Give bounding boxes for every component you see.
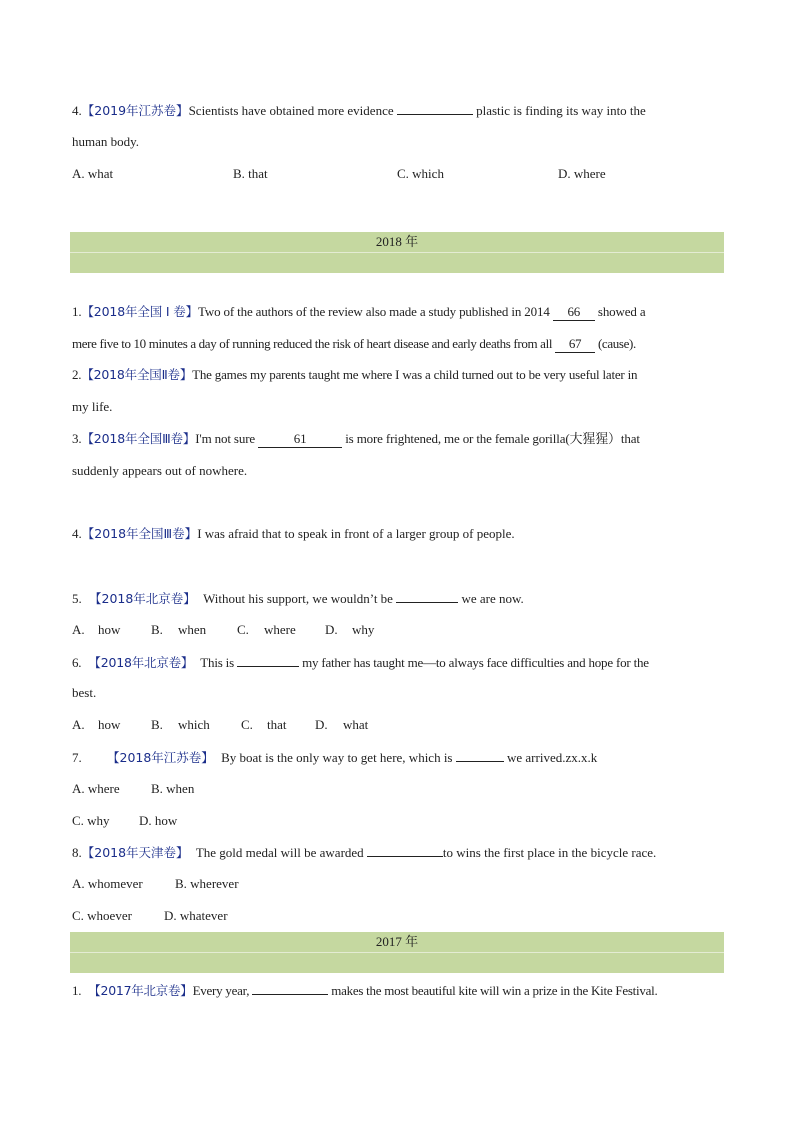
option-c: that [267,717,287,732]
question-text: we are now. [461,591,524,606]
question-text: to wins the first place in the bicycle race. [442,845,657,860]
option-d: D. where [558,166,606,181]
question-source: 【2019年江苏卷】 [81,103,189,118]
question-source: 【2017年北京卷】 [88,983,193,998]
question-number: 4. [72,103,82,118]
question-text: is more frightened, me or the female gorilla(大猩猩）that [345,431,640,446]
question-continuation: best. [72,685,97,700]
question-source: 【2018年天津卷】 [81,845,189,860]
question-number: 1. [72,304,82,319]
question-2019-4 [72,102,646,119]
question-text: Two of the authors of the review also made a study published in 2014 [197,304,550,319]
year-banner-title: 2017 年 [375,934,419,949]
option-c: C. why [72,813,110,828]
question-text: The gold medal will be awarded [195,845,364,860]
option-b: which [178,717,210,732]
answer-blank [456,749,504,762]
question-source: 【2018年全国Ⅱ卷】 [81,367,193,382]
year-banner-title: 2018 年 [375,234,419,249]
question-number: 3. [72,431,82,446]
question-2018-4 [72,526,515,542]
question-2018-8 [72,844,656,861]
question-2017-1 [72,982,658,999]
question-2018-5 [72,590,524,607]
question-2018-6 [72,654,649,671]
option-b-letter: B. [151,622,163,637]
question-source: 【2018年北京卷】 [89,591,196,606]
option-d: D. whatever [164,908,228,923]
question-2018-3 [72,431,640,448]
question-source: 【2018年北京卷】 [88,655,194,670]
question-number: 5. [72,591,82,606]
question-number: 4. [72,526,82,541]
option-d-letter: D. [325,622,338,637]
option-b: B. that [233,166,268,181]
question-text: showed a [597,304,646,319]
question-text: plastic is finding its way into the [476,103,646,118]
year-banner-2018 [70,232,724,273]
question-source: 【2018年全国 I 卷】 [81,304,198,319]
question-text: I was afraid that to speak in front of a larger group of people. [197,526,515,541]
question-number: 2. [72,367,82,382]
question-number: 8. [72,845,82,860]
answer-blank [397,102,473,115]
option-d: what [343,717,369,732]
option-c-letter: C. [241,717,253,732]
option-a: how [98,622,121,637]
question-continuation: suddenly appears out of nowhere. [72,463,248,478]
question-continuation: my life. [72,399,113,414]
answer-blank [396,590,458,603]
option-b: when [178,622,207,637]
question-text: Scientists have obtained more evidence [188,103,394,118]
question-text: The games my parents taught me where I was a child turned out to be very useful later in [192,367,638,382]
option-a: A. where [72,781,120,796]
question-number: 7. [72,750,82,765]
question-source: 【2018年江苏卷】 [107,750,214,765]
option-c: C. whoever [72,908,132,923]
option-a: how [98,717,121,732]
option-b-letter: B. [151,717,163,732]
question-2018-2 [72,367,637,383]
numbered-blank-66: 66 [553,304,595,321]
option-d-letter: D. [315,717,328,732]
option-b: B. when [151,781,195,796]
question-source: 【2018年全国Ⅲ卷】 [81,431,196,446]
question-2018-1 [72,304,645,321]
option-a: A. whomever [72,876,143,891]
question-text: By boat is the only way to get here, which is [221,750,453,765]
question-text: makes the most beautiful kite will win a prize in the Kite Festival. [331,983,658,998]
option-a: A. what [72,166,114,181]
question-text: This is [200,655,234,670]
numbered-blank-61: 61 [258,431,342,448]
option-a-letter: A. [72,717,85,732]
question-source: 【2018年全国Ⅲ卷】 [81,526,198,541]
year-banner-2017 [70,932,724,973]
option-c: C. which [397,166,444,181]
question-number: 6. [72,655,82,670]
option-c: where [264,622,296,637]
question-number: 1. [72,983,82,998]
option-a-letter: A. [72,622,85,637]
option-d: why [352,622,375,637]
answer-blank [237,654,299,667]
question-continuation: human body. [72,134,140,149]
option-c-letter: C. [237,622,249,637]
answer-blank [367,844,443,857]
question-text: we arrived.zx.x.k [507,750,598,765]
question-text: Every year, [192,983,250,998]
answer-blank [252,982,328,995]
option-d: D. how [139,813,178,828]
question-continuation: mere five to 10 minutes a day of running reduced the risk of heart disease and early deaths from all 67 (cause). [72,336,636,351]
question-2018-7 [72,749,597,766]
numbered-blank-67: 67 [555,336,595,353]
question-text: I'm not sure [195,431,255,446]
option-b: B. wherever [175,876,239,891]
question-text: Without his support, we wouldn’t be [203,591,393,606]
question-text: my father has taught me—to always face difficulties and hope for the [302,655,649,670]
